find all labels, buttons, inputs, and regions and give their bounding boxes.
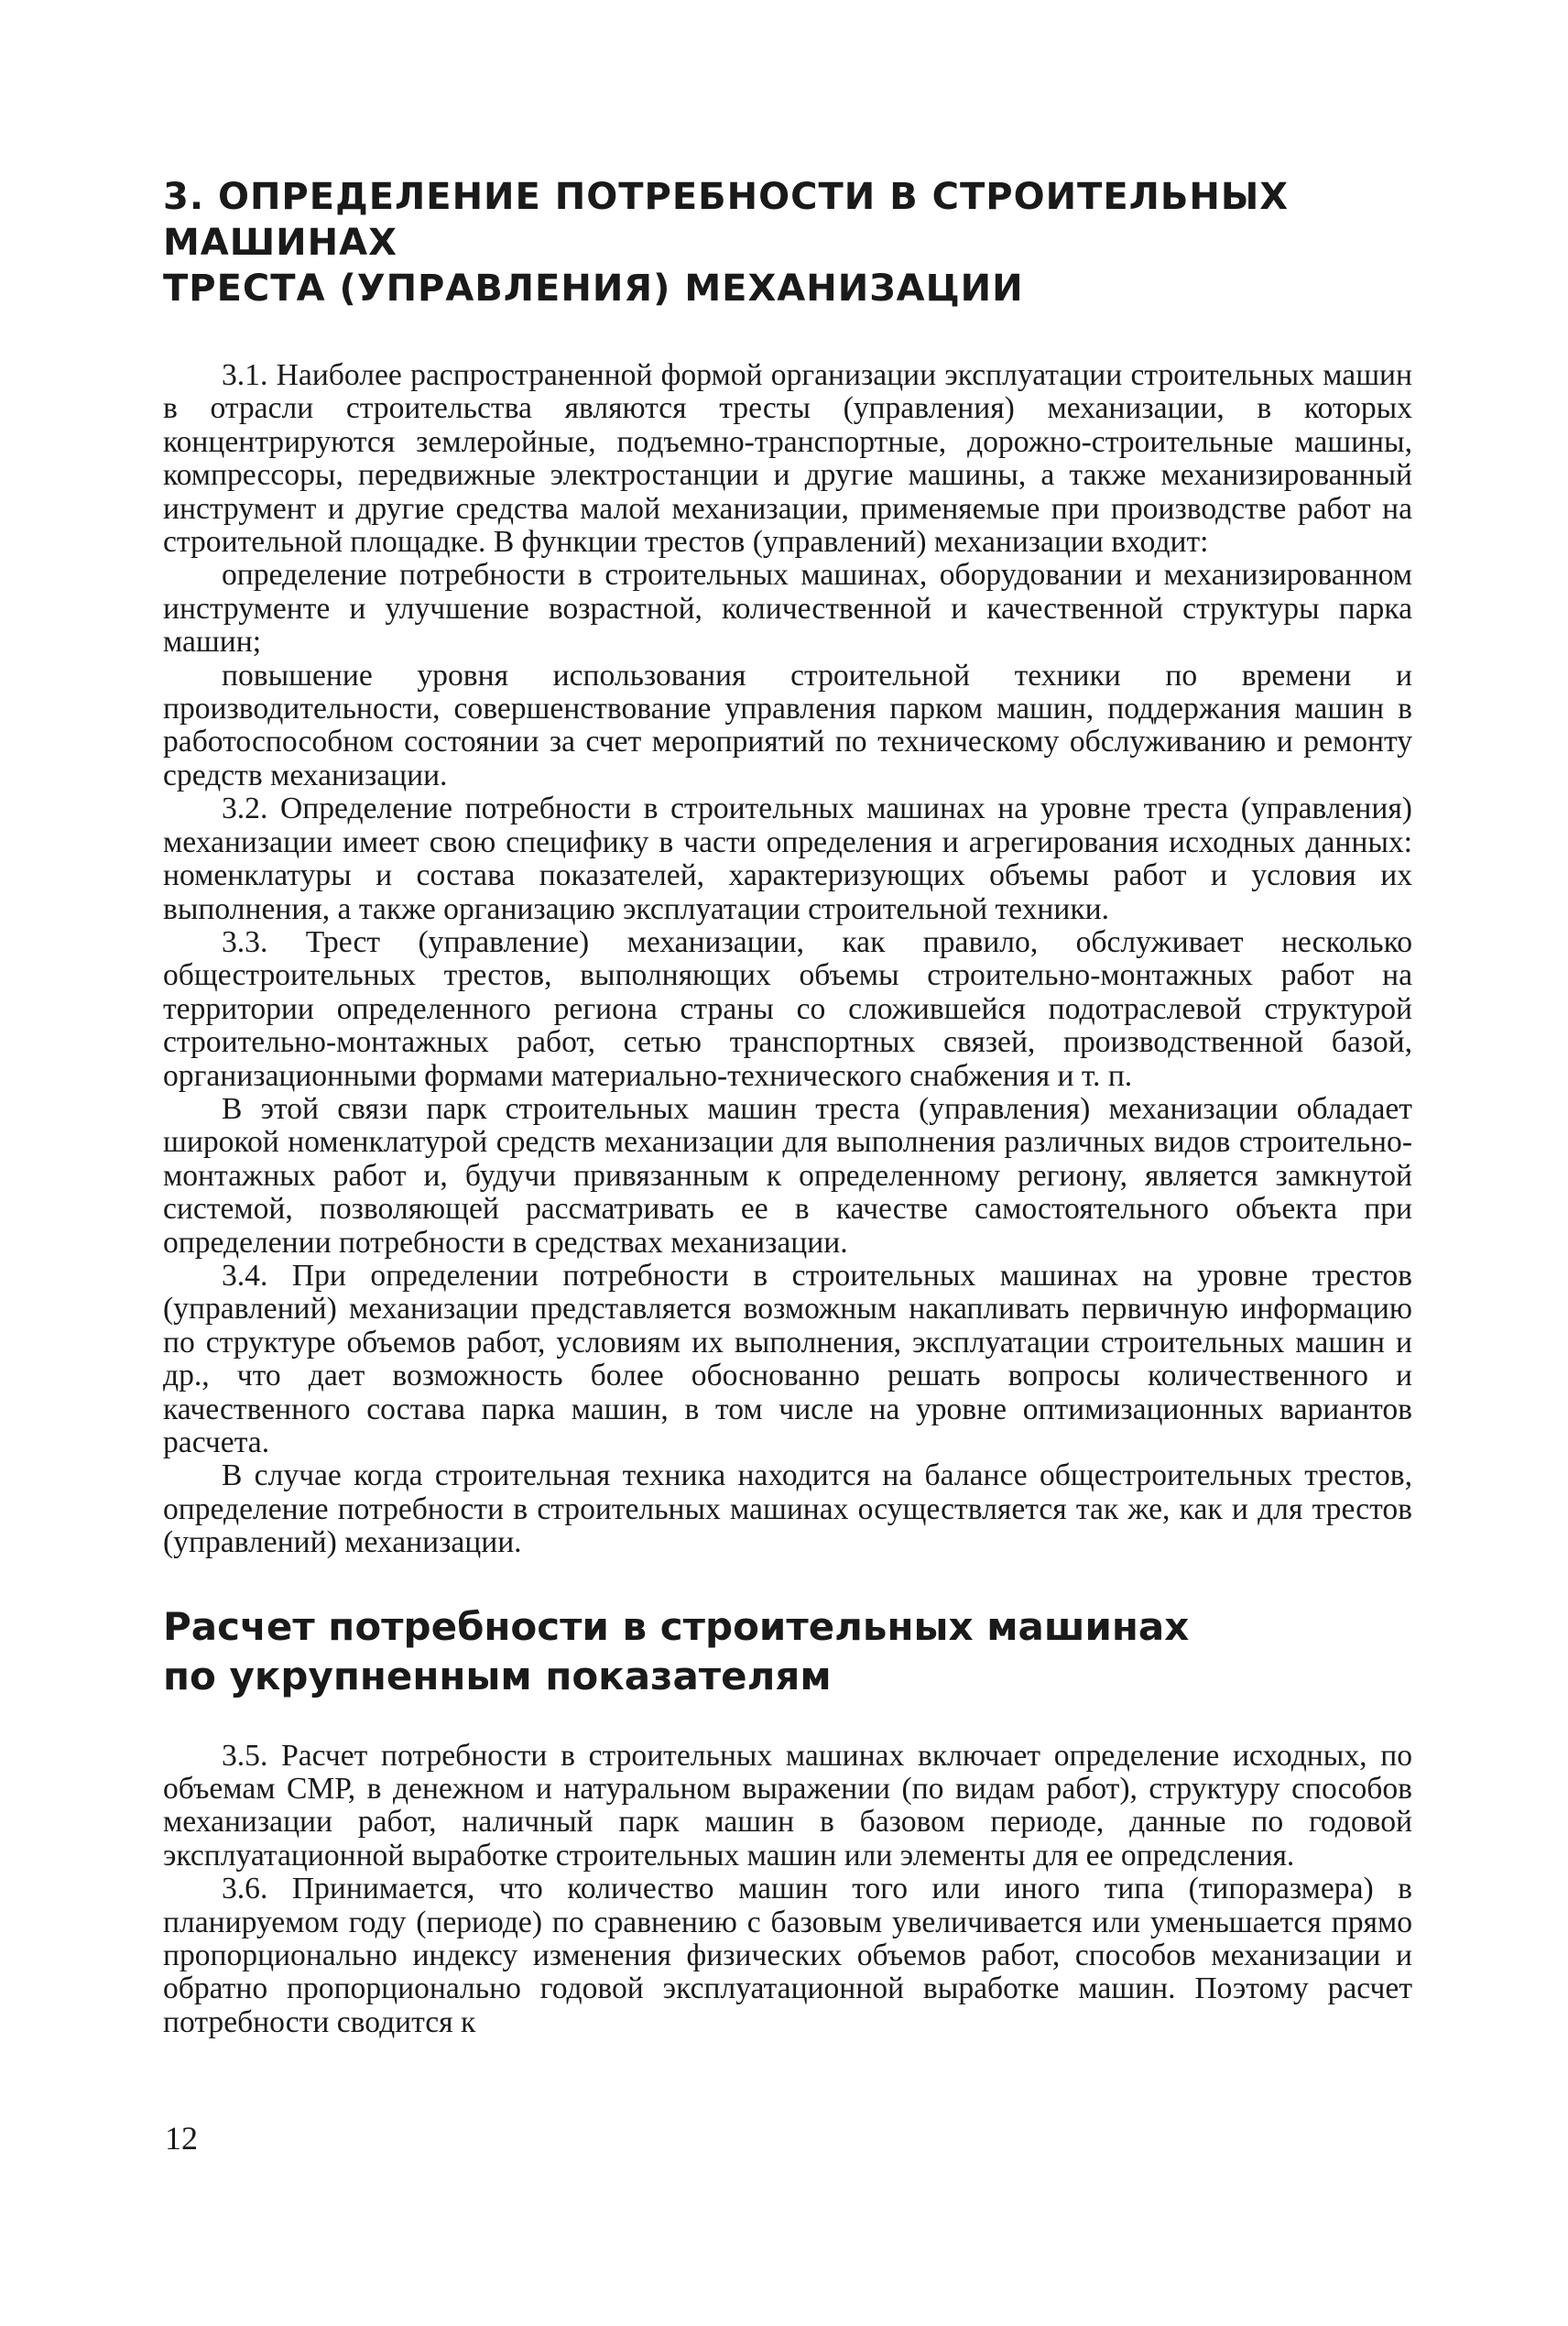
paragraph-3-6: 3.6. Принимается, что количество машин того или иного типа (типоразмера) в планируемом году (периоде) по сравнению с базовым увеличивается или уменьшается прямо пропорционально индексу изменения физических объемов работ, способов механизации и обратно пропорционально годовой эксплуатационной выработке машин. Поэтому расчет потребности сводится к <box>163 1872 1412 2039</box>
subsection-title <box>163 1602 1412 1701</box>
section-title-line2: ТРЕСТА (УПРАВЛЕНИЯ) МЕХАНИЗАЦИИ <box>163 268 1024 310</box>
section-body-part1 <box>163 359 1412 1560</box>
section-title <box>163 174 1412 311</box>
paragraph-3-4-continued: В случае когда строительная техника находится на балансе общестроительных трестов, определение потребности в строительных машинах осуществляется так же, как и для трестов (управлений) механизации. <box>163 1458 1412 1560</box>
section-body-part2 <box>163 1740 1412 2040</box>
subsection-title-line1: Расчет потребности в строительных машинах <box>163 1603 1190 1649</box>
section-title-line1: 3. ОПРЕДЕЛЕНИЕ ПОТРЕБНОСТИ В СТРОИТЕЛЬНЫХ МАШИНАХ <box>163 176 1290 264</box>
paragraph-3-1: 3.1. Наиболее распространенной формой организации эксплуатации строительных машин в отрасли строительства являются тресты (управления) механизации, в которых концентрируются землеройные, подъемно-транспортные, дорожно-строительные машины, компрессоры, передвижные электростанции и другие машины, а также механизированный инструмент и другие средства малой механизации, применяемые при производстве работ на строительной площадке. В функции трестов (управлений) механизации входит: <box>163 358 1412 560</box>
page-number: 12 <box>165 2120 198 2157</box>
subsection-title-line2: по укрупненным показателям <box>163 1653 832 1698</box>
paragraph-3-4: 3.4. При определении потребности в строительных машинах на уровне трестов (управлений) механизации представляется возможным накапливать первичную информацию по структуре объемов работ, условиям их выполнения, эксплуатации строительных машин и др., что дает возможность более обоснованно решать вопросы количественного и качественного состава парка машин, в том числе на уровне оптимизационных вариантов расчета. <box>163 1258 1412 1459</box>
paragraph-item-2: повышение уровня использования строительной техники по времени и производительности, совершенствование управления парком машин, поддержания машин в работоспособном состоянии за счет мероприятий по техническому обслуживанию и ремонту средств механизации. <box>163 658 1412 792</box>
paragraph-3-5: 3.5. Расчет потребности в строительных машинах включает определение исходных, по объемам СМР, в денежном и натуральном выражении (по видам работ), структуру способов механизации работ, наличный парк машин в базовом периоде, данные по годовой эксплуатационной выработке строительных машин или элементы для ее опредсления. <box>163 1738 1412 1873</box>
paragraph-3-3-continued: В этой связи парк строительных машин треста (управления) механизации обладает широкой номенклатурой средств механизации для выполнения различных видов строительно-монтажных работ и, будучи привязанным к определенному региону, является замкнутой системой, позволяющей рассматривать ее в качестве самостоятельного объекта при определении потребности в средствах механизации. <box>163 1091 1412 1260</box>
paragraph-3-3: 3.3. Трест (управление) механизации, как правило, обслуживает несколько общестроительных трестов, выполняющих объемы строительно-монтажных работ на территории определенного региона страны со сложившейся подотраслевой структурой строительно-монтажных работ, сетью транспортных связей, производственной базой, организационными формами материально-технического снабжения и т. п. <box>163 924 1412 1093</box>
paragraph-3-2: 3.2. Определение потребности в строительных машинах на уровне треста (управления) механизации имеет свою специфику в части определения и агрегирования исходных данных: номенклатуры и состава показателей, характеризующих объемы работ и условия их выполнения, а также организацию эксплуатации строительной техники. <box>163 792 1412 926</box>
paragraph-item-1: определение потребности в строительных машинах, оборудовании и механизированном инструменте и улучшение возрастной, количественной и качественной структуры парка машин; <box>163 558 1412 660</box>
